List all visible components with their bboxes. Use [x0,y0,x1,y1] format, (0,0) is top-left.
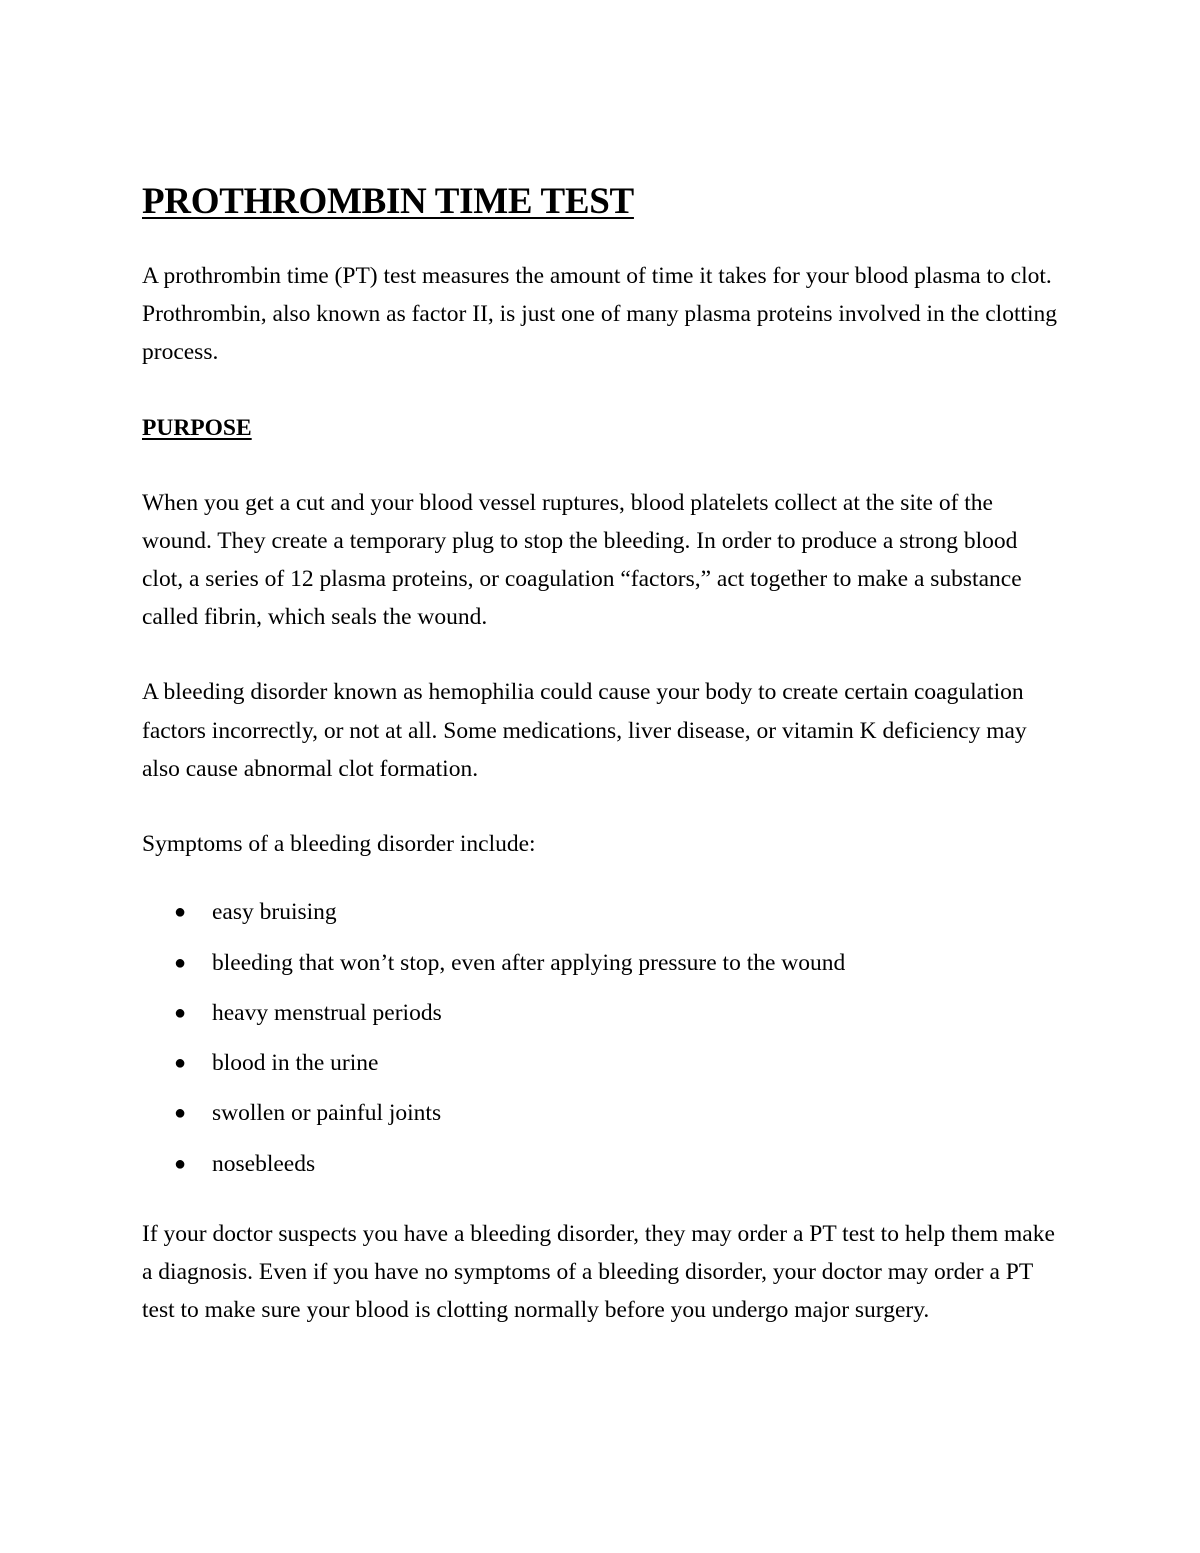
purpose-heading: PURPOSE [142,414,252,441]
symptoms-list [142,887,1062,1189]
purpose-paragraph: When you get a cut and your blood vessel ruptures, blood platelets collect at the site of the wound. They create a temporary plug to stop the bleeding. In order to produce a strong blood clot, a series of 12 plasma proteins, or coagulation “factors,” act together to make a substance called fibrin, which seals the wound. [142,489,1022,631]
list-item-text: easy bruising [212,899,337,926]
list-item [142,1139,1062,1189]
intro-paragraph: A prothrombin time (PT) test measures the amount of time it takes for your blood plasma to clot. Prothrombin, also known as factor II, is just one of many plasma proteins involved in the clotting process. [142,263,1058,366]
bullet-icon: ● [174,951,187,974]
bullet-icon: ● [174,1152,187,1175]
document-page [142,176,1062,1330]
list-item-text: nosebleeds [212,1150,316,1177]
closing-paragraph: If your doctor suspects you have a bleeding disorder, they may order a PT test to help them make a diagnosis. Even if you have no symptoms of a bleeding disorder, your doctor may order a PT test to make sure your blood is clotting normally before you undergo major surgery. [142,1221,1055,1324]
list-item [142,1038,1062,1088]
list-item [142,887,1062,937]
bullet-icon: ● [174,1102,187,1125]
list-item-text: heavy menstrual periods [212,999,442,1026]
list-item-text: swollen or painful joints [212,1100,442,1127]
bullet-icon: ● [174,1001,187,1024]
list-item-text: blood in the urine [212,1050,379,1077]
bullet-icon: ● [174,1052,187,1075]
list-item-text: bleeding that won’t stop, even after applying pressure to the wound [212,949,846,976]
document-title: PROTHROMBIN TIME TEST [142,181,634,222]
disorder-paragraph: A bleeding disorder known as hemophilia could cause your body to create certain coagulation factors incorrectly, or not at all. Some medications, liver disease, or vitamin K deficiency may also cause abnormal clot formation. [142,679,1027,782]
bullet-icon: ● [174,901,187,924]
list-item [142,1088,1062,1138]
list-item [142,988,1062,1038]
list-item [142,938,1062,988]
symptoms-intro: Symptoms of a bleeding disorder include: [142,831,536,858]
